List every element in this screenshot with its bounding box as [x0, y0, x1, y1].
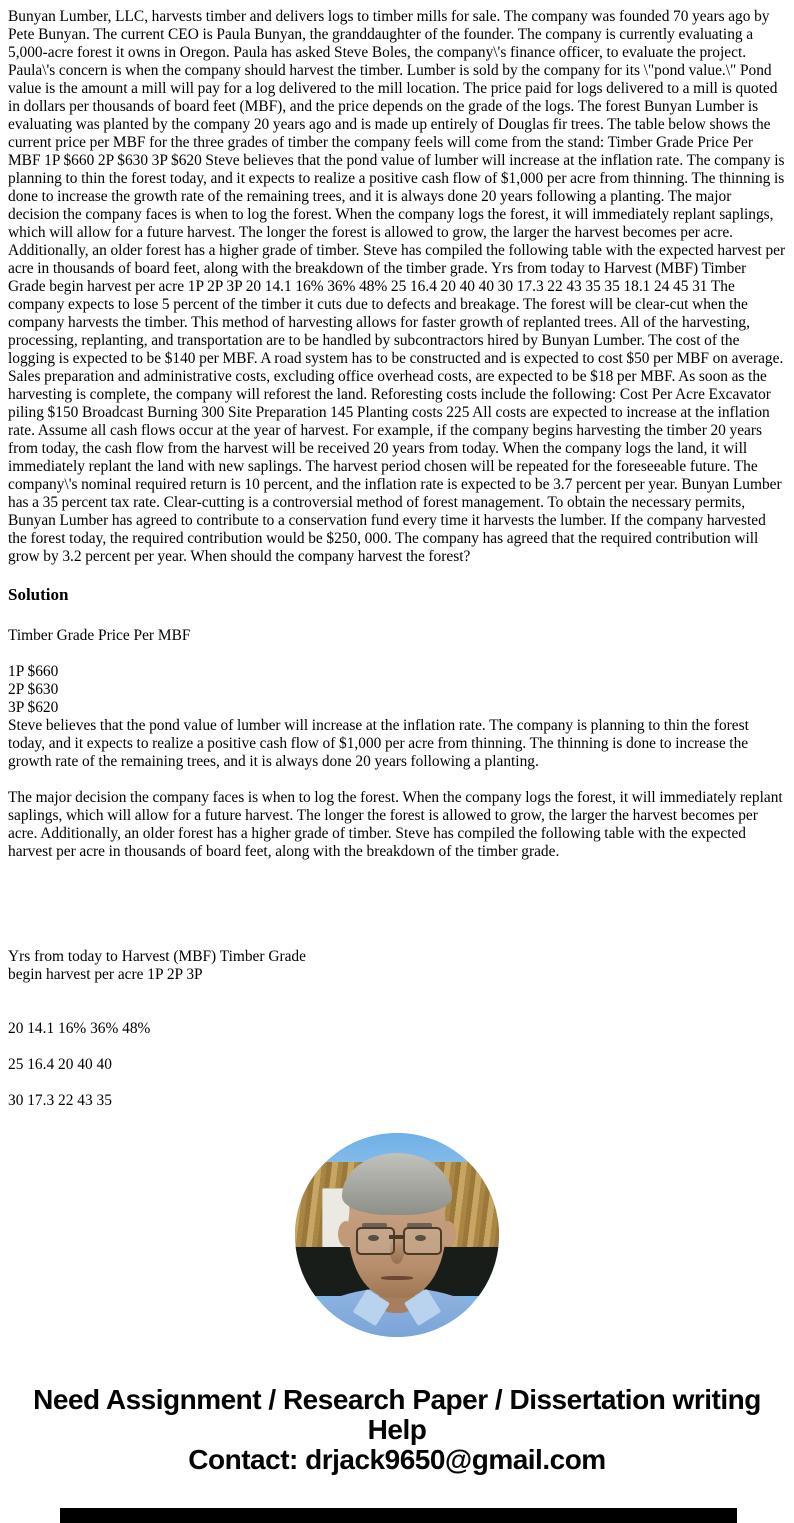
bottom-black-bar [60, 1508, 737, 1523]
photo-nose [390, 1239, 404, 1263]
assignment-help-heading: Need Assignment / Research Paper / Dissertation writing Help [33, 1384, 761, 1445]
price-table-title: Timber Grade Price Per MBF [8, 627, 191, 644]
harvest-row-30: 30 17.3 22 43 35 [8, 1092, 112, 1109]
solution-paragraph-logging: The major decision the company faces is when to log the forest. When the company logs the forest, it will immediately replant saplings, which will allow for a future harvest. The longer the forest is allowed to grow, the larger the harvest becomes per acre. Additionally, an older forest has a higher grade of timber. Steve has compiled the following table with the expected harvest per acre in thousands of board feet, along with the breakdown of the timber grade. [8, 789, 783, 860]
price-row-3p: 3P $620 [8, 699, 59, 716]
price-row-1p: 1P $660 [8, 663, 59, 680]
harvest-header-line2: begin harvest per acre 1P 2P 3P [8, 966, 203, 983]
harvest-header-line1: Yrs from today to Harvest (MBF) Timber Grade [8, 948, 306, 965]
question-paragraph: Bunyan Lumber, LLC, harvests timber and delivers logs to timber mills for sale. The company was founded 70 years ago by Pete Bunyan. The current CEO is Paula Bunyan, the granddaughter of the founder. The company is currently evaluating a 5,000-acre forest it owns in Oregon. Paula has asked Steve Boles, the company\'s finance officer, to evaluate the project. Paula\'s concern is when the company should harvest the timber. Lumber is sold by the company for its \"pond value.\" Pond value is the amount a mill will pay for a log delivered to the mill location. The price paid for logs delivered to a mill is quoted in dollars per thousands of board feet (MBF), and the price depends on the grade of the logs. The forest Bunyan Lumber is evaluating was planted by the company 20 years ago and is made up entirely of Douglas fir trees. The table below shows the current price per MBF for the three grades of timber the company feels will come from the stand: Timber Grade Price Per MBF 1P $660 2P $630 3P $620 Steve believes that the pond value of lumber will increase at the inflation rate. The company is planning to thin the forest today, and it expects to realize a positive cash flow of $1,000 per acre from thinning. The thinning is done to increase the growth rate of the remaining trees, and it is always done 20 years following a planting. The major decision the company faces is when to log the forest. When the company logs the forest, it will immediately replant saplings, which will allow for a future harvest. The longer the forest is allowed to grow, the larger the harvest becomes per acre. Additionally, an older forest has a higher grade of timber. Steve has compiled the following table with the expected harvest per acre in thousands of board feet, along with the breakdown of the timber grade. Yrs from today to Harvest (MBF) Timber Grade begin harvest per acre 1P 2P 3P 20 14.1 16% 36% 48% 25 16.4 20 40 40 30 17.3 22 43 35 35 18.1 24 45 31 The company expects to lose 5 percent of the timber it cuts due to defects and breakage. The forest will be clear-cut when the company harvests the timber. This method of harvesting allows for faster growth of replanted trees. All of the harvesting, processing, replanting, and transportation are to be handled by subcontractors hired by Bunyan Lumber. The cost of the logging is expected to be $140 per MBF. A road system has to be constructed and is expected to cost $50 per MBF on average. Sales preparation and administrative costs, excluding office overhead costs, are expected to be $18 per MBF. As soon as the harvesting is complete, the company will reforest the land. Reforesting costs include the following: Cost Per Acre Excavator piling $150 Broadcast Burning 300 Site Preparation 145 Planting costs 225 All costs are expected to increase at the inflation rate. Assume all cash flows occur at the year of harvest. For example, if the company begins harvesting the timber 20 years from today, the cash flow from the harvest will be received 20 years from today. When the company logs the land, it will immediately replant the land with new saplings. The harvest period chosen will be repeated for the foreseeable future. The company\'s nominal required return is 10 percent, and the inflation rate is expected to be 3.7 percent per year. Bunyan Lumber has a 35 percent tax rate. Clear-cutting is a controversial method of forest management. To obtain the necessary permits, Bunyan Lumber has agreed to contribute to a conservation fund every time it harvests the lumber. If the company harvested the forest today, the required contribution would be $250, 000. The company has agreed that the required contribution will grow by 3.2 percent per year. When should the company harvest the forest? [8, 8, 786, 565]
harvest-row-20: 20 14.1 16% 36% 48% [8, 1020, 151, 1037]
price-row-2p: 2P $630 [8, 681, 59, 698]
photo-mouth [381, 1276, 414, 1280]
harvest-table-header [0, 948, 794, 984]
contact-email-line: Contact: drjack9650@gmail.com [188, 1444, 606, 1475]
harvest-row-25: 25 16.4 20 40 40 [8, 1056, 112, 1073]
photo-glasses-right-lens [403, 1227, 442, 1255]
price-table [0, 663, 794, 717]
solution-heading: Solution [8, 585, 69, 604]
tutor-photo [295, 1133, 499, 1337]
solution-paragraph-thinning: Steve believes that the pond value of lumber will increase at the inflation rate. The company is planning to thin the forest today, and it expects to realize a positive cash flow of $1,000 per acre from thinning. The thinning is done to increase the growth rate of the remaining trees, and it is always done 20 years following a planting. [8, 717, 749, 770]
